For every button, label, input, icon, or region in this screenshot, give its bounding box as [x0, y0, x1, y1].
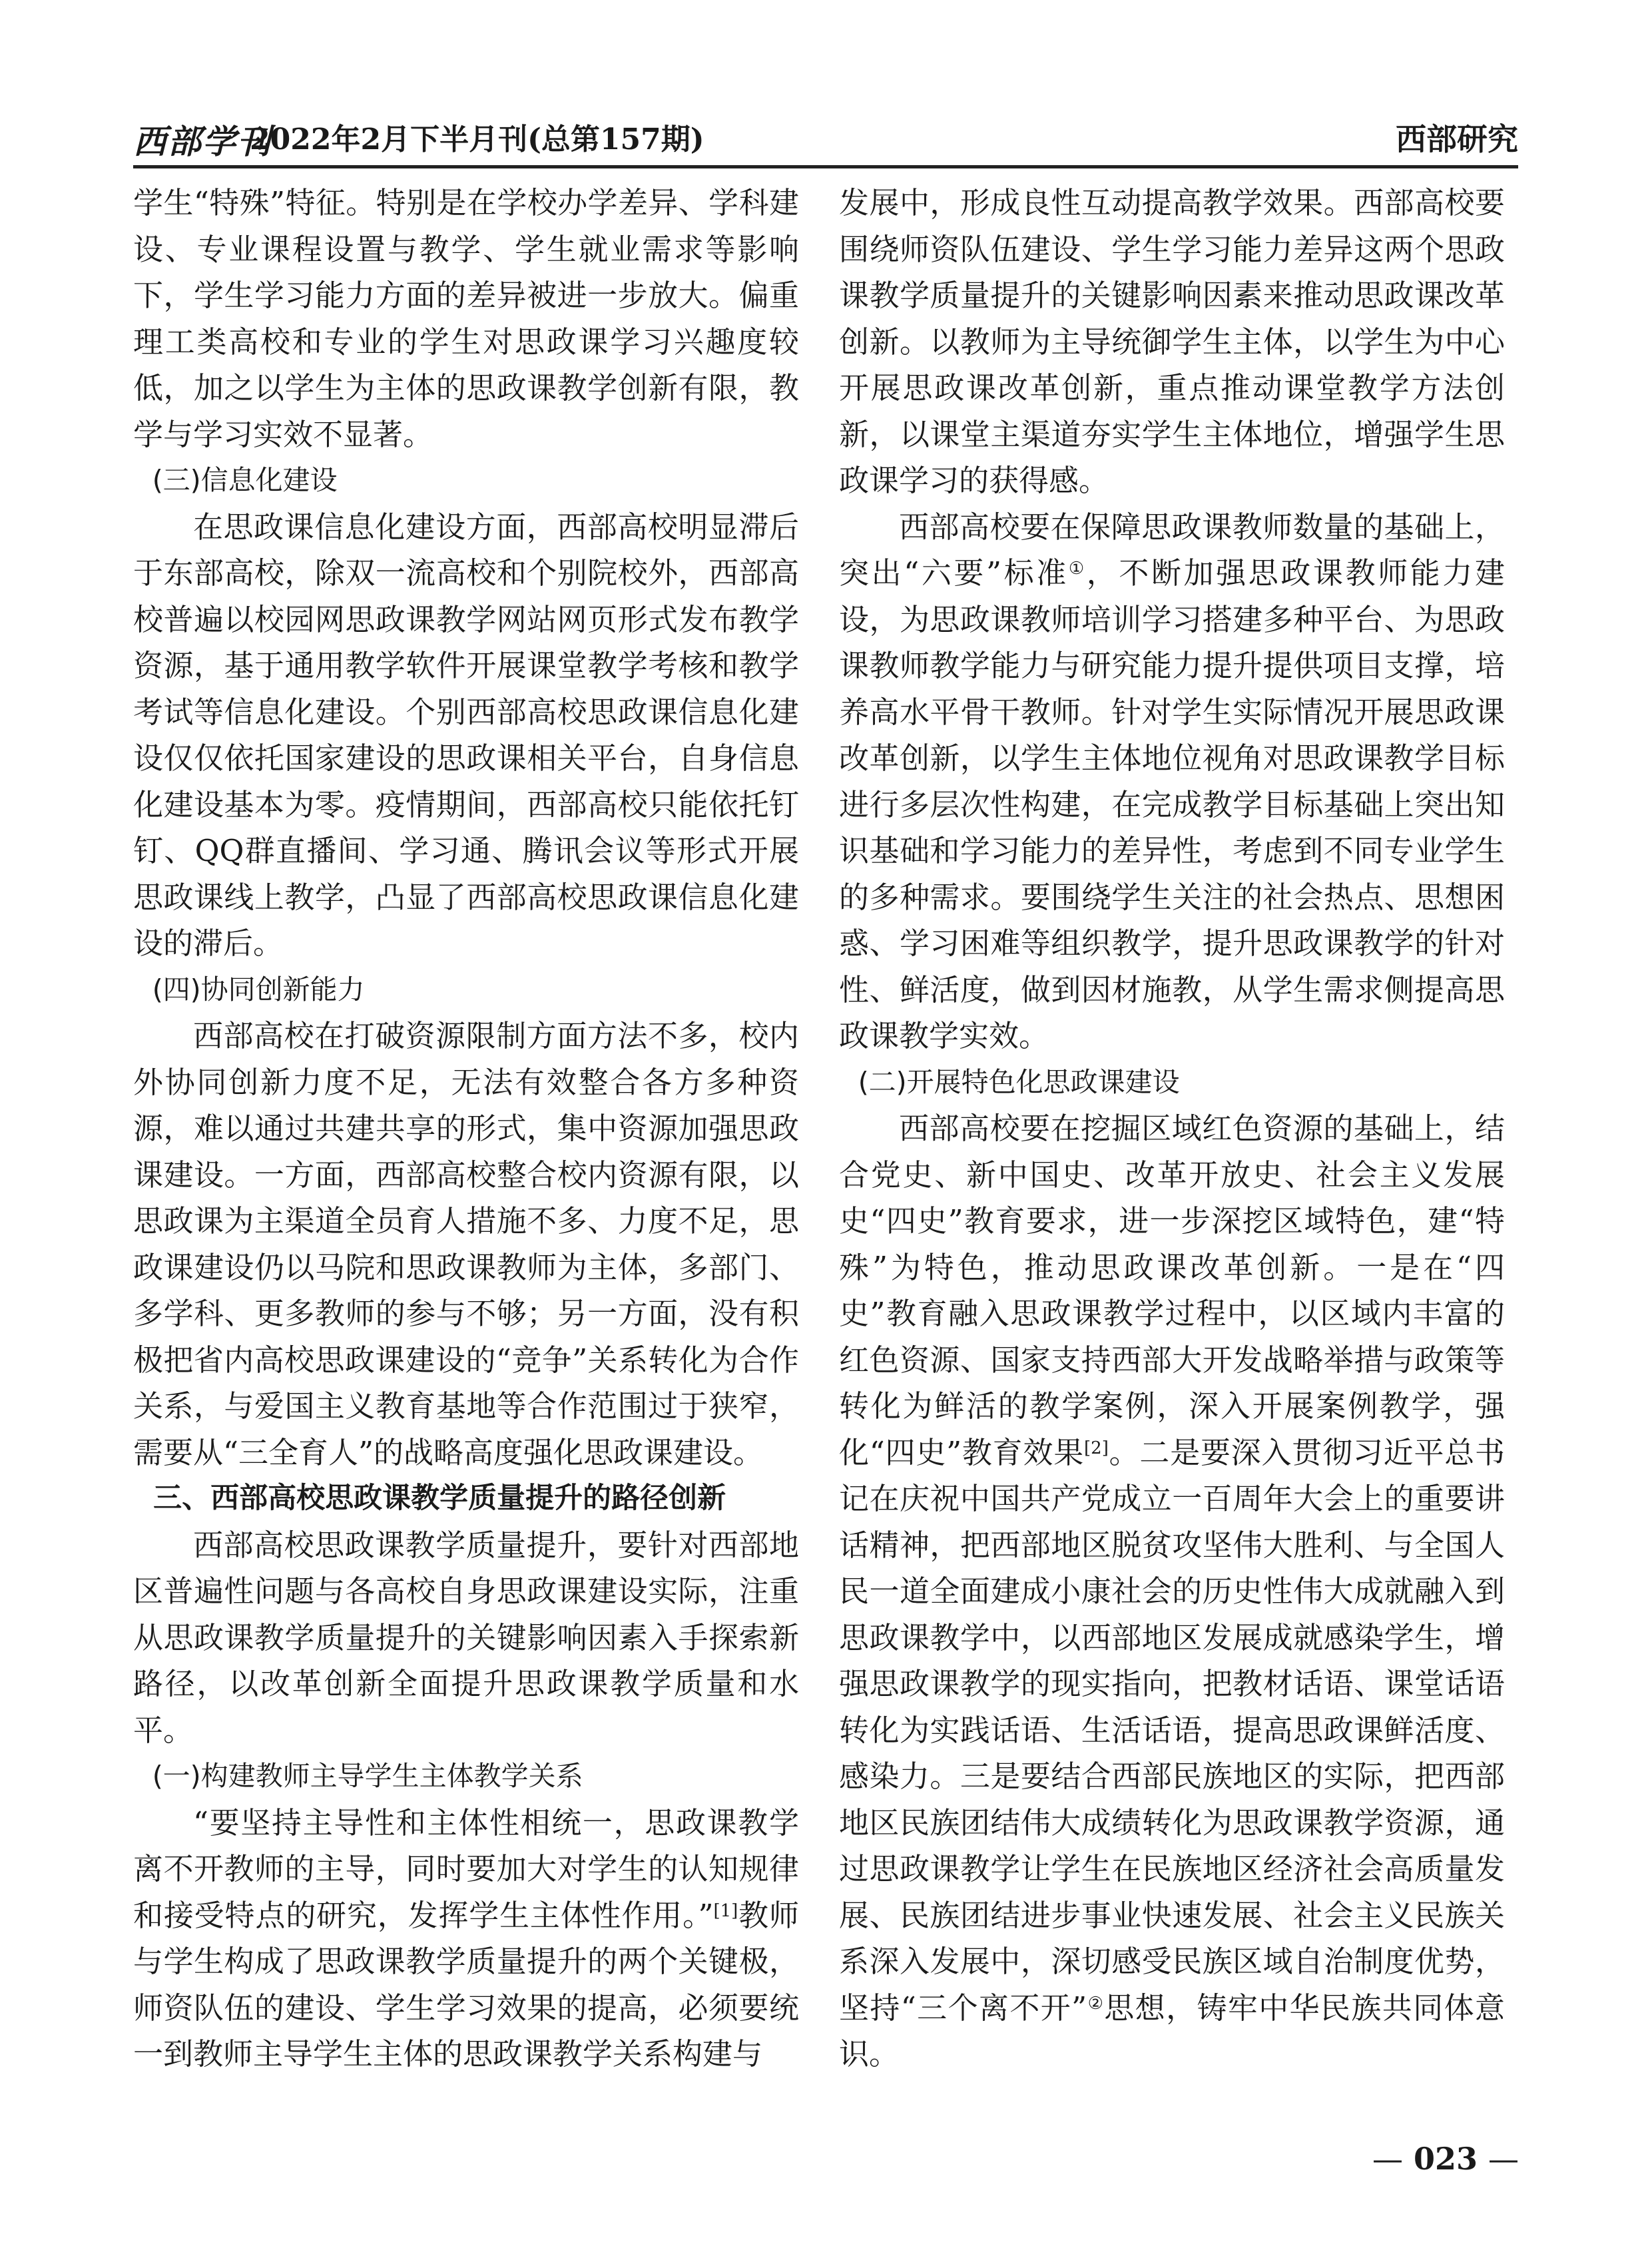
paragraph-text: ，不断加强思政课教师能力建设，为思政课教师培训学习搭建多种平台、为思政课教师教学能力与研究能力提升提供项目支撑，培养高水平骨干教师。针对学生实际情况开展思政课改革创新，以学生主体地位视角对思政课教学目标进行多层次性构建，在完成教学目标基础上突出知识基础和学习能力的差异性，考虑到不同专业学生的多种需求。要围绕学生关注的社会热点、思想困惑、学习困难等组织教学，提升思政课教学的针对性、鲜活度，做到因材施教，从学生需求侧提高思政课教学实效。	[839, 555, 1505, 1053]
section-heading: 三、西部高校思政课教学质量提升的路径创新	[153, 1482, 726, 1515]
paragraph-text: “要坚持主导性和主体性相统一，思政课教学离不开教师的主导，同时要加大对学生的认知规律和接受特点的研究，发挥学生主体性作用。”	[133, 1805, 799, 1933]
page-number: 023	[1413, 2141, 1478, 2177]
right-column	[839, 180, 1505, 2124]
journal-logo: 西部学刊	[133, 122, 272, 161]
subsection-heading: (一)构建教师主导学生主体教学关系	[152, 1760, 583, 1792]
paragraph: 在思政课信息化建设方面，西部高校明显滞后于东部高校，除双一流高校和个别院校外，西部高校普遍以校园网思政课教学网站网页形式发布教学资源，基于通用教学软件开展课堂教学考核和教学考试等信息化建设。个别西部高校思政课信息化建设仅仅依托国家建设的思政课相关平台，自身信息化建设基本为零。疫情期间，西部高校只能依托钉钉、QQ群直播间、学习通、腾讯会议等形式开展思政课线上教学，凸显了西部高校思政课信息化建设的滞后。	[133, 509, 799, 961]
paragraph	[839, 504, 1505, 1059]
paragraph	[133, 1800, 799, 2078]
section-name: 西部研究	[1396, 121, 1518, 157]
paragraph	[839, 1105, 1505, 2078]
footnote-marker: ①	[1068, 559, 1087, 579]
footer-dash-right: —	[1488, 2141, 1519, 2177]
paragraph: 西部高校在打破资源限制方面方法不多，校内外协同创新力度不足，无法有效整合各方多种资源，难以通过共建共享的形式，集中资源加强思政课建设。一方面，西部高校整合校内资源有限，以思政课为主渠道全员育人措施不多、力度不足，思政课建设仍以马院和思政课教师为主体，多部门、多学科、更多教师的参与不够；另一方面，没有积极把省内高校思政课建设的“竞争”关系转化为合作关系，与爱国主义教育基地等合作范围过于狭窄，需要从“三全育人”的战略高度强化思政课建设。	[133, 1018, 799, 1470]
subsection-heading: (三)信息化建设	[152, 464, 338, 496]
subsection-heading: (四)协同创新能力	[152, 973, 365, 1005]
paragraph-text: 西部高校要在挖掘区域红色资源的基础上，结合党史、新中国史、改革开放史、社会主义发展史“四史”教育要求，进一步深挖区域特色，建“特殊”为特色，推动思政课改革创新。一是在“四史”教育融入思政课教学过程中，以区域内丰富的红色资源、国家支持西部大开发战略举措与政策等转化为鲜活的教学案例，深入开展案例教学，强化“四史”教育效果	[839, 1111, 1505, 1470]
left-column	[133, 180, 799, 2124]
footer-dash-left: —	[1372, 2141, 1403, 2177]
header-rule	[133, 165, 1518, 168]
citation-ref: [2]	[1084, 1438, 1109, 1458]
citation-ref: [1]	[713, 1900, 738, 1921]
paragraph-text: 教师与学生构成了思政课教学质量提升的两个关键极，师资队伍的建设、学生学习效果的提高，必须要统一到教师主导学生主体的思政课教学关系构建与	[133, 1897, 799, 2072]
paragraph: 学生“特殊”特征。特别是在学校办学差异、学科建设、专业课程设置与教学、学生就业需求等影响下，学生学习能力方面的差异被进一步放大。偏重理工类高校和专业的学生对思政课学习兴趣度较低，加之以学生为主体的思政课教学创新有限，教学与学习实效不显著。	[133, 185, 799, 452]
issue-info: 2022年2月下半月刊(总第157期)	[250, 123, 704, 156]
paragraph-text: 。二是要深入贯彻习近平总书记在庆祝中国共产党成立一百周年大会上的重要讲话精神，把西部地区脱贫攻坚伟大胜利、与全国人民一道全面建成小康社会的历史性伟大成就融入到思政课教学中，以西部地区发展成就感染学生，增强思政课教学的现实指向，把教材话语、课堂话语转化为实践话语、生活话语，提高思政课鲜活度、感染力。三是要结合西部民族地区的实际，把西部地区民族团结伟大成绩转化为思政课教学资源，通过思政课教学让学生在民族地区经济社会高质量发展、民族团结进步事业快速发展、社会主义民族关系深入发展中，深切感受民族区域自治制度优势，坚持“三个离不开”	[839, 1434, 1505, 2026]
page-footer	[1372, 2141, 1519, 2177]
subsection-heading: (二)开展特色化思政课建设	[858, 1065, 1180, 1098]
footnote-marker: ②	[1087, 1993, 1105, 2014]
paragraph: 发展中，形成良性互动提高教学效果。西部高校要围绕师资队伍建设、学生学习能力差异这两个思政课教学质量提升的关键影响因素来推动思政课改革创新。以教师为主导统御学生主体，以学生为中心开展思政课改革创新，重点推动课堂教学方法创新，以课堂主渠道夯实学生主体地位，增强学生思政课学习的获得感。	[839, 185, 1505, 498]
paragraph-text: 西部高校要在保障思政课教师数量的基础上，突出“六要”标准	[839, 509, 1505, 591]
running-header	[133, 110, 1518, 163]
paragraph: 西部高校思政课教学质量提升，要针对西部地区普遍性问题与各高校自身思政课建设实际，注重从思政课教学质量提升的关键影响因素入手探索新路径，以改革创新全面提升思政课教学质量和水平。	[133, 1527, 799, 1748]
paragraph-text: 思想，铸牢中华民族共同体意识。	[839, 1990, 1505, 2072]
